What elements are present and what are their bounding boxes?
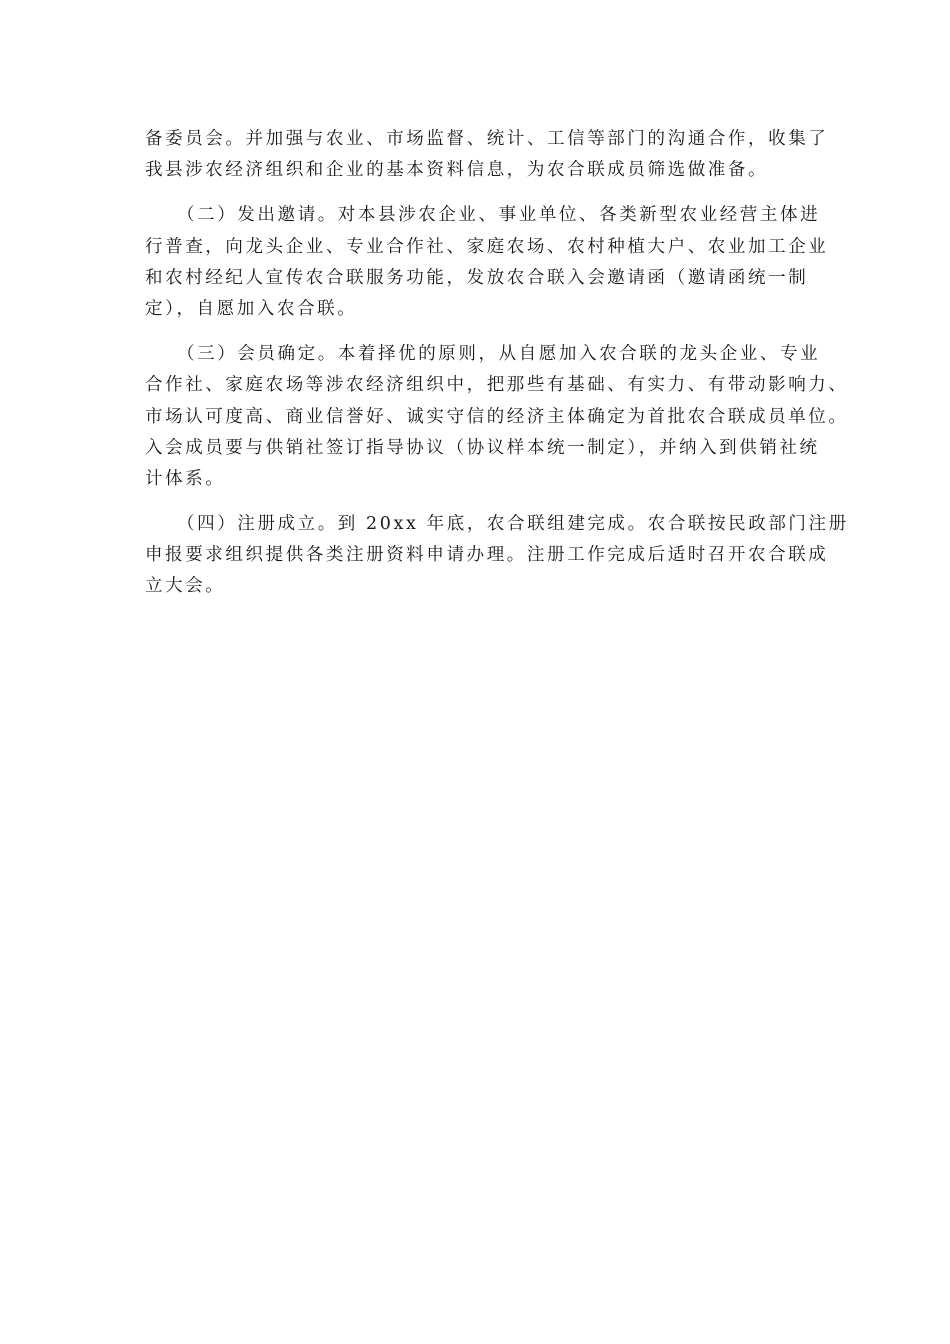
- text-line: 和农村经纪人宣传农合联服务功能，发放农合联入会邀请函（邀请函统一制: [145, 267, 809, 288]
- text-line: 合作社、家庭农场等涉农经济组织中，把那些有基础、有实力、有带动影响力、: [145, 375, 849, 396]
- text-line: 计体系。: [145, 468, 226, 489]
- paragraph-preparation: [145, 124, 829, 186]
- paragraph-invitation: [145, 200, 829, 325]
- text-line: 我县涉农经济组织和企业的基本资料信息，为农合联成员筛选做准备。: [145, 160, 769, 181]
- text-line: 申报要求组织提供各类注册资料申请办理。注册工作完成后适时召开农合联成: [145, 545, 829, 566]
- text-line: （三）会员确定。本着择优的原则，从自愿加入农合联的龙头企业、专业: [177, 344, 821, 365]
- text-line: （二）发出邀请。对本县涉农企业、事业单位、各类新型农业经营主体进: [177, 205, 821, 226]
- document-body: [145, 124, 849, 617]
- text-line: 备委员会。并加强与农业、市场监督、统计、工信等部门的沟通合作，收集了: [145, 129, 829, 149]
- text-line: 行普查，向龙头企业、专业合作社、家庭农场、农村种植大户、农业加工企业: [145, 236, 829, 257]
- text-line: 定），自愿加入农合联。: [145, 298, 358, 319]
- paragraph-registration: [145, 509, 849, 603]
- paragraph-membership: [145, 339, 849, 495]
- text-line: 立大会。: [145, 576, 226, 597]
- text-line: 入会成员要与供销社签订指导协议（协议样本统一制定），并纳入到供销社统: [145, 437, 820, 458]
- text-line: （四）注册成立。到 20xx 年底，农合联组建完成。农合联按民政部门注册: [177, 514, 849, 535]
- text-line: 市场认可度高、商业信誉好、诚实守信的经济主体确定为首批农合联成员单位。: [145, 406, 849, 427]
